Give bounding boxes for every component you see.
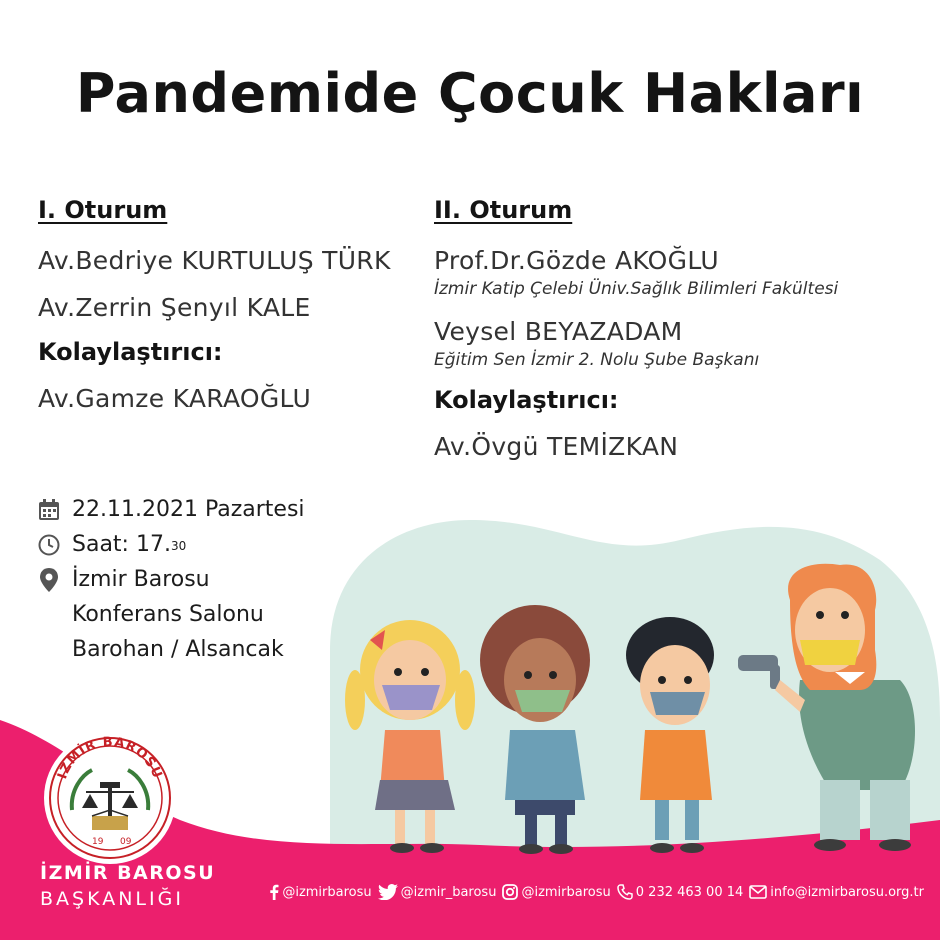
session-2-facilitator-label: Kolaylaştırıcı: bbox=[434, 386, 619, 414]
clock-icon bbox=[36, 527, 62, 562]
session-1-facilitator: Av.Gamze KARAOĞLU bbox=[38, 384, 312, 413]
facebook-link[interactable] bbox=[269, 884, 371, 900]
session-2-speaker-affiliation: İzmir Katip Çelebi Üniv.Sağlık Bilimleri Fakültesi bbox=[434, 279, 839, 299]
event-venue-line: Konferans Salonu bbox=[72, 602, 264, 627]
logo-year-left: 19 bbox=[92, 837, 104, 847]
event-date-row bbox=[36, 492, 366, 527]
session-2 bbox=[434, 196, 934, 461]
session-2-speaker: Veysel BEYAZADAM bbox=[434, 317, 683, 346]
izmir-barosu-logo bbox=[42, 730, 178, 866]
event-venue-row bbox=[36, 562, 366, 667]
page-title: Pandemide Çocuk Hakları bbox=[75, 62, 865, 125]
session-1-facilitator-label: Kolaylaştırıcı: bbox=[38, 338, 223, 366]
child-dark-hair bbox=[626, 617, 714, 853]
phone-number: 0 232 463 00 14 bbox=[635, 884, 744, 900]
adult-figure bbox=[738, 564, 915, 851]
event-time: Saat: 17. bbox=[72, 532, 171, 557]
session-2-heading: II. Oturum bbox=[434, 196, 573, 224]
twitter-link[interactable] bbox=[378, 884, 497, 900]
session-1 bbox=[38, 196, 418, 413]
session-1-heading: I. Oturum bbox=[38, 196, 168, 224]
session-2-speaker-affiliation: Eğitim Sen İzmir 2. Nolu Şube Başkanı bbox=[434, 350, 760, 370]
session-2-facilitator: Av.Övgü TEMİZKAN bbox=[434, 432, 679, 461]
twitter-handle: @izmir_barosu bbox=[400, 884, 497, 900]
event-info bbox=[36, 492, 366, 667]
social-bar bbox=[269, 884, 924, 900]
instagram-icon bbox=[502, 884, 518, 900]
twitter-icon bbox=[378, 884, 398, 900]
event-venue-line: Barohan / Alsancak bbox=[72, 637, 284, 662]
event-time-minutes: 30 bbox=[170, 539, 187, 553]
facebook-handle: @izmirbarosu bbox=[282, 884, 372, 900]
event-date: 22.11.2021 Pazartesi bbox=[72, 497, 305, 522]
organization-name-line1: İZMİR BAROSU bbox=[40, 862, 216, 884]
facebook-icon bbox=[269, 884, 279, 900]
session-1-speaker: Av.Zerrin Şenyıl KALE bbox=[38, 293, 311, 322]
child-curly bbox=[480, 605, 590, 854]
email-icon bbox=[749, 885, 767, 899]
organization-name-line2: BAŞKANLIĞI bbox=[40, 888, 184, 910]
email-address: info@izmirbarosu.org.tr bbox=[770, 884, 924, 900]
phone-icon bbox=[617, 884, 633, 900]
logo-text: İZMİR BAROSU bbox=[55, 734, 165, 782]
logo-year-right: 09 bbox=[120, 837, 132, 847]
calendar-icon bbox=[36, 492, 62, 527]
location-pin-icon bbox=[36, 562, 62, 597]
organization-name bbox=[40, 860, 230, 912]
phone-link[interactable] bbox=[617, 884, 744, 900]
instagram-link[interactable] bbox=[502, 884, 610, 900]
session-1-speaker: Av.Bedriye KURTULUŞ TÜRK bbox=[38, 246, 391, 275]
email-link[interactable] bbox=[749, 885, 924, 900]
event-time-row bbox=[36, 527, 366, 562]
session-2-speaker: Prof.Dr.Gözde AKOĞLU bbox=[434, 246, 719, 275]
instagram-handle: @izmirbarosu bbox=[521, 884, 611, 900]
event-venue-line: İzmir Barosu bbox=[72, 567, 210, 592]
